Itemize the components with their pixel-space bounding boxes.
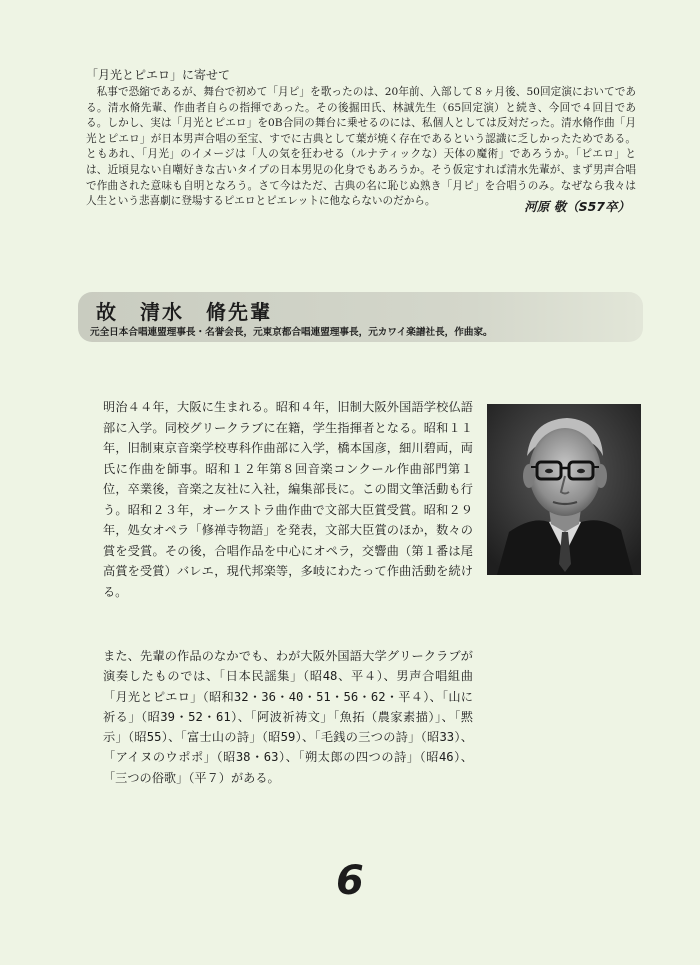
essay-section [86,66,636,210]
essay-body: 私事で恐縮であるが、舞台で初めて「月ピ」を歌ったのは、20年前、入部して８ヶ月後、50回定演においてである。清水脩先輩、作曲者自らの指揮であった。その後掘田氏、林誠先生（65回定演）と続き、今回で４回目である。しかし、実は「月光とピエロ」を0B合同の舞台に乗せるのには、私個人としては反対だった。清水脩作曲「月光とピエロ」が日本男声合唱の至宝、すでに古典として葉が焼く存在であるという認識に乏しかったためである。ともあれ、「月光」のイメージは「人の気を狂わせる（ルナティックな）天体の魔術」であろうか。「ピエロ」とは、近頃見ない自嘲好きな古いタイプの日本男児の化身でもあろうか。そう仮定すれば清水先輩が、まず男声合唱で作曲された意味も自明となろう。さて今はただ、古典の名に恥じぬ熟き「月ピ」を合唱うのみ。なぜなら我々は人生という悲喜劇に登場するピエロとピエレットに他ならないのだから。 [86,86,636,208]
memorial-name-title: 故 清水 脩先輩 [96,300,272,324]
essay-author: 河原 敬（S57卒） [524,199,630,214]
page-number: 6 [336,858,364,904]
biography-text: 明治４４年，大阪に生まれる。昭和４年，旧制大阪外国語学校仏語部に入学。同校グリークラブに在籍，学生指揮者となる。昭和１１年，旧制東京音楽学校専科作曲部に入学，橋本国彦，細川碧両，両氏に作曲を師事。昭和１２年第８回音楽コンクール作曲部門第１位，卒業後，音楽之友社に入社，編集部長に。この間文筆活動も行う。昭和２３年，オーケストラ曲作曲で文部大臣賞受賞。昭和２９年，処女オペラ「修禅寺物語」を発表，文部大臣賞のほか，数々の賞を受賞。その後，合唱作品を中心にオペラ，交響曲（第１番は尾高賞を受賞）バレエ，現代邦楽等，多岐にわたって作曲活動を続ける。 [103,400,473,599]
memorial-subtitle: 元全日本合唱連盟理事長・名誉会長，元東京都合唱連盟理事長，元カワイ楽譜社長，作曲家。 [90,327,493,338]
essay-title: 「月光とピエロ」に寄せて [86,68,231,82]
works-text: また、先輩の作品のなかでも、わが大阪外国語大学グリークラブが演奏したものでは、「日本民謡集」（昭48、平４）、男声合唱組曲「月光とピエロ」（昭和32・36・40・51・56・62・平４）、「山に祈る」（昭39・52・61）、「阿波祈祷文」「魚拓（農家素描）」、「黙示」（昭55）、「富士山の詩」（昭59）、「毛銭の三つの詩」（昭33）、「アイヌのウポポ」（昭38・63）、「朔太郎の四つの詩」（昭46）、「三つの俗歌」（平７）がある。 [103,649,473,785]
portrait-photo [487,404,641,575]
